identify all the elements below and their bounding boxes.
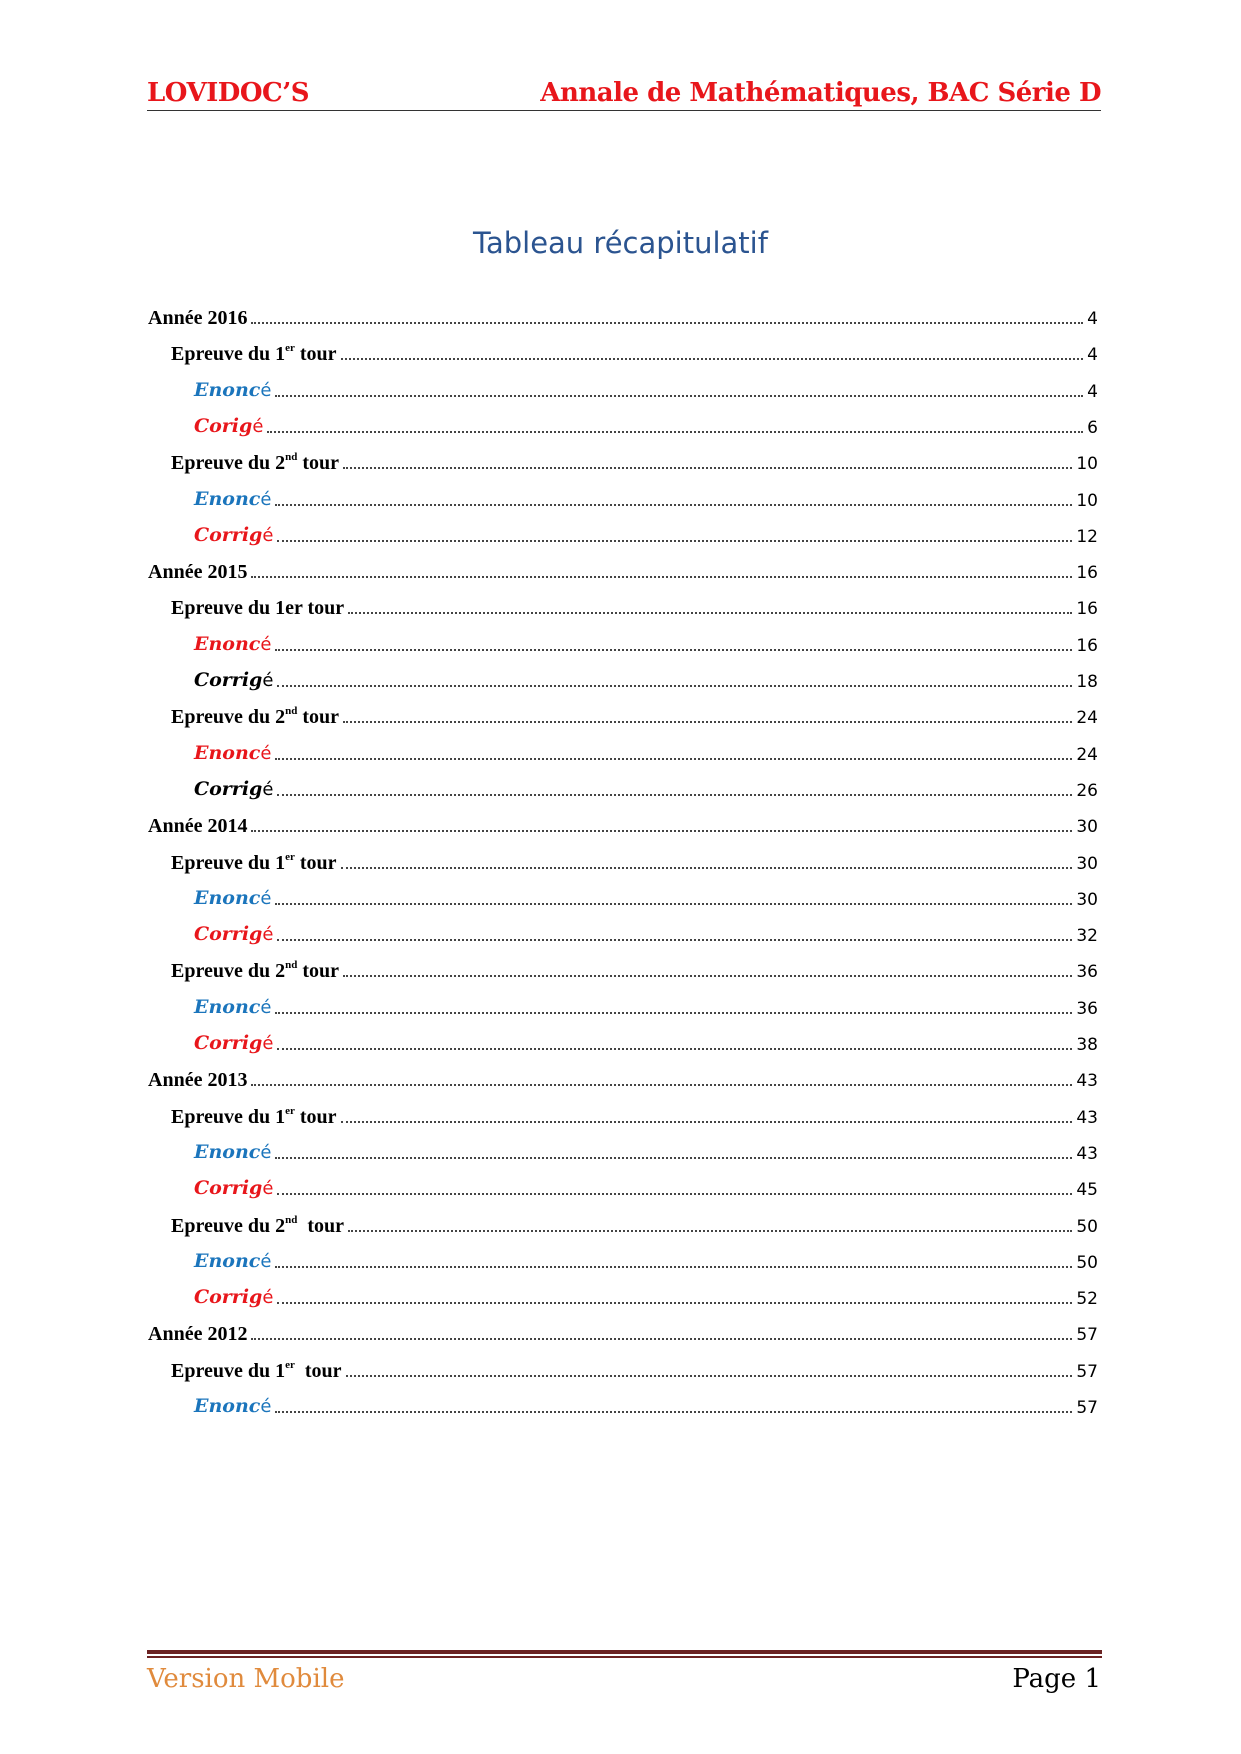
toc-entry-section[interactable] xyxy=(148,1171,1098,1201)
toc-dot-leader xyxy=(251,829,1072,832)
toc-entry-suffix: tour xyxy=(297,706,340,729)
toc-dot-leader xyxy=(343,466,1072,469)
toc-entry-text: Année 2014 xyxy=(148,815,248,838)
toc-entry-text: Epreuve du 1 xyxy=(171,1105,286,1128)
toc-entry-label xyxy=(148,851,337,875)
toc-entry-ordinal: er xyxy=(285,1358,295,1371)
footer-version: Version Mobile xyxy=(147,1664,345,1694)
toc-entry-section[interactable] xyxy=(148,663,1098,693)
toc-dot-leader xyxy=(275,757,1072,760)
toc-entry-section[interactable] xyxy=(148,518,1098,548)
toc-entry-exam[interactable] xyxy=(148,590,1098,620)
toc-dot-leader xyxy=(277,1301,1072,1304)
toc-page-number: 57 xyxy=(1076,1398,1098,1418)
toc-dot-leader xyxy=(277,1047,1072,1050)
toc-dot-leader xyxy=(277,793,1072,796)
toc-dot-leader xyxy=(277,539,1072,542)
toc-entry-label xyxy=(148,886,271,911)
toc-entry-ordinal: nd xyxy=(285,959,298,972)
toc-entry-text: Corrig xyxy=(194,1286,263,1309)
toc-entry-label xyxy=(148,632,271,657)
toc-page-number: 30 xyxy=(1076,817,1098,838)
toc-entry-label xyxy=(148,342,337,366)
toc-entry-suffix: tour xyxy=(294,1359,342,1382)
toc-entry-section[interactable] xyxy=(148,772,1098,802)
toc-entry-label xyxy=(148,1176,273,1201)
toc-entry-section[interactable] xyxy=(148,1026,1098,1056)
toc-entry-label xyxy=(148,1359,342,1383)
toc-entry-text: Epreuve du 1 xyxy=(171,851,286,874)
toc-entry-exam[interactable] xyxy=(148,336,1098,366)
toc-page-number: 52 xyxy=(1076,1289,1098,1310)
toc-entry-accent: é xyxy=(262,1033,274,1054)
toc-entry-label xyxy=(148,560,247,584)
toc-entry-text: Enonc xyxy=(194,378,261,401)
toc-page-number: 50 xyxy=(1076,1216,1098,1237)
toc-entry-exam[interactable] xyxy=(148,699,1098,729)
toc-entry-label xyxy=(148,668,273,693)
toc-entry-label xyxy=(148,705,339,729)
toc-entry-suffix: tour xyxy=(294,1105,337,1128)
toc-entry-accent: é xyxy=(260,1396,272,1417)
toc-entry-label xyxy=(148,487,271,512)
toc-page-number: 36 xyxy=(1076,998,1098,1019)
toc-dot-leader xyxy=(275,1410,1072,1413)
toc-entry-section[interactable] xyxy=(148,409,1098,439)
toc-entry-year[interactable] xyxy=(148,300,1098,330)
toc-entry-exam[interactable] xyxy=(148,1353,1098,1383)
toc-page-number: 50 xyxy=(1076,1252,1098,1273)
toc-page-number: 57 xyxy=(1076,1361,1098,1382)
toc-entry-accent: é xyxy=(262,924,274,946)
toc-entry-accent: é xyxy=(252,415,264,437)
toc-entry-ordinal: nd xyxy=(285,451,298,464)
toc-page-number: 12 xyxy=(1076,526,1098,547)
toc-entry-text: Enonc xyxy=(194,995,261,1018)
toc-entry-section[interactable] xyxy=(148,1389,1098,1419)
toc-entry-text: Corrig xyxy=(194,1032,263,1054)
toc-entry-text: Epreuve du 1 xyxy=(171,343,286,366)
toc-entry-accent: é xyxy=(260,1141,272,1163)
toc-entry-label xyxy=(148,1068,247,1092)
toc-entry-accent: é xyxy=(260,742,272,764)
toc-entry-label xyxy=(148,414,263,439)
toc-entry-accent: é xyxy=(260,379,272,401)
toc-dot-leader xyxy=(275,1011,1072,1014)
toc-entry-label xyxy=(148,777,273,802)
toc-dot-leader xyxy=(277,1192,1072,1195)
toc-entry-accent: é xyxy=(260,1250,272,1272)
toc-entry-accent: é xyxy=(262,1287,274,1309)
toc-entry-year[interactable] xyxy=(148,554,1098,584)
toc-entry-exam[interactable] xyxy=(148,1099,1098,1129)
toc-entry-suffix: tour xyxy=(294,343,337,366)
toc-entry-section[interactable] xyxy=(148,1280,1098,1310)
toc-entry-label xyxy=(148,741,271,766)
toc-page-number: 43 xyxy=(1076,1107,1098,1128)
toc-entry-label xyxy=(148,306,247,330)
toc-entry-text: Année 2012 xyxy=(148,1323,248,1346)
footer-divider-thick xyxy=(147,1650,1102,1654)
toc-entry-ordinal: er xyxy=(285,1104,295,1117)
toc-dot-leader xyxy=(348,611,1072,614)
toc-entry-section[interactable] xyxy=(148,881,1098,911)
toc-dot-leader xyxy=(275,394,1083,397)
toc-entry-section[interactable] xyxy=(148,917,1098,947)
toc-entry-text: Epreuve du 1 xyxy=(171,1359,286,1382)
page-header xyxy=(147,74,1101,111)
toc-entry-label xyxy=(148,1140,271,1165)
toc-entry-ordinal: er xyxy=(285,342,295,355)
toc-entry-label xyxy=(148,959,339,983)
header-document-title: Annale de Mathématiques, BAC Série D xyxy=(540,78,1101,108)
toc-entry-label xyxy=(148,596,344,620)
toc-entry-text: Enonc xyxy=(194,1395,261,1417)
toc-entry-section[interactable] xyxy=(148,373,1098,403)
toc-page-number: 18 xyxy=(1076,672,1098,692)
toc-entry-text: Epreuve du 2 xyxy=(171,706,286,729)
toc-dot-leader xyxy=(275,902,1072,905)
toc-page-number: 30 xyxy=(1076,889,1098,910)
toc-page-number: 4 xyxy=(1087,345,1098,366)
toc-entry-accent: é xyxy=(260,488,272,510)
toc-page-number: 38 xyxy=(1076,1035,1098,1055)
toc-entry-accent: é xyxy=(262,778,274,800)
toc-dot-leader xyxy=(341,357,1084,360)
toc-entry-text: Epreuve du 2 xyxy=(171,960,286,983)
toc-entry-suffix: tour xyxy=(294,851,337,874)
toc-entry-label xyxy=(148,922,273,947)
toc-page-number: 4 xyxy=(1087,309,1098,329)
toc-page-number: 43 xyxy=(1076,1143,1098,1164)
toc-page-number: 16 xyxy=(1076,599,1098,620)
toc-entry-ordinal: er xyxy=(285,850,295,863)
toc-entry-label xyxy=(148,1031,273,1056)
toc-dot-leader xyxy=(346,1374,1073,1377)
toc-entry-year[interactable] xyxy=(148,808,1098,838)
toc-dot-leader xyxy=(251,575,1072,578)
toc-entry-text: Corig xyxy=(194,414,253,437)
page-title: Tableau récapitulatif xyxy=(473,226,768,260)
toc-entry-text: Année 2013 xyxy=(148,1069,248,1092)
toc-dot-leader xyxy=(341,1120,1073,1123)
footer-divider-thin xyxy=(147,1656,1102,1658)
toc-entry-text: Corrig xyxy=(194,523,263,546)
toc-entry-label xyxy=(148,1105,337,1129)
toc-dot-leader xyxy=(343,974,1072,977)
toc-entry-section[interactable] xyxy=(148,736,1098,766)
toc-entry-accent: é xyxy=(260,887,272,909)
toc-entry-text: Année 2016 xyxy=(148,307,248,329)
toc-entry-section[interactable] xyxy=(148,1135,1098,1165)
toc-entry-label xyxy=(148,451,339,475)
toc-entry-text: Corrig xyxy=(194,669,263,691)
toc-page-number: 26 xyxy=(1076,780,1098,801)
toc-dot-leader xyxy=(275,503,1072,506)
toc-dot-leader xyxy=(341,866,1073,869)
toc-page-number: 36 xyxy=(1076,962,1098,983)
toc-page-number: 45 xyxy=(1076,1180,1098,1201)
toc-entry-ordinal: nd xyxy=(285,705,298,718)
toc-entry-accent: é xyxy=(260,996,272,1018)
toc-entry-text: Enonc xyxy=(194,741,261,764)
toc-dot-leader xyxy=(277,938,1072,941)
footer-page-number: Page 1 xyxy=(1012,1664,1101,1694)
toc-entry-label xyxy=(148,995,271,1020)
toc-page-number: 32 xyxy=(1076,926,1098,947)
toc-entry-label xyxy=(148,523,273,548)
toc-entry-text: Année 2015 xyxy=(148,561,248,584)
toc-entry-year[interactable] xyxy=(148,1316,1098,1346)
toc-page-number: 16 xyxy=(1076,563,1098,584)
toc-page-number: 10 xyxy=(1076,490,1098,511)
toc-entry-suffix: tour xyxy=(297,1214,345,1237)
toc-dot-leader xyxy=(251,321,1083,324)
toc-entry-exam[interactable] xyxy=(148,845,1098,875)
toc-entry-section[interactable] xyxy=(148,1244,1098,1274)
toc-dot-leader xyxy=(251,1337,1072,1340)
toc-page-number: 6 xyxy=(1087,417,1098,438)
toc-page-number: 24 xyxy=(1076,708,1098,729)
toc-entry-label xyxy=(148,378,271,403)
toc-entry-text: Epreuve du 2 xyxy=(171,452,286,475)
toc-page-number: 24 xyxy=(1076,744,1098,765)
toc-page-number: 43 xyxy=(1076,1071,1098,1092)
toc-entry-label xyxy=(148,1322,247,1346)
toc-page-number: 4 xyxy=(1087,381,1098,402)
toc-entry-year[interactable] xyxy=(148,1062,1098,1092)
toc-entry-exam[interactable] xyxy=(148,1208,1098,1238)
toc-dot-leader xyxy=(251,1083,1072,1086)
toc-page-number: 10 xyxy=(1076,454,1098,475)
toc-entry-text: Enonc xyxy=(194,487,261,510)
toc-entry-section[interactable] xyxy=(148,990,1098,1020)
toc-entry-text: Epreuve du 1er tour xyxy=(171,597,345,620)
toc-entry-text: Corrig xyxy=(194,923,263,946)
toc-entry-label xyxy=(148,814,247,838)
toc-entry-text: Corrig xyxy=(194,777,263,800)
toc-dot-leader xyxy=(275,648,1072,651)
toc-entry-accent: é xyxy=(262,1178,274,1200)
toc-page-number: 57 xyxy=(1076,1325,1098,1346)
toc-dot-leader xyxy=(343,720,1072,723)
toc-page-number: 16 xyxy=(1076,635,1098,656)
toc-entry-accent: é xyxy=(260,633,272,655)
toc-entry-label xyxy=(148,1249,271,1274)
toc-entry-text: Enonc xyxy=(194,632,261,655)
toc-entry-text: Enonc xyxy=(194,886,261,909)
toc-dot-leader xyxy=(267,430,1083,433)
toc-entry-exam[interactable] xyxy=(148,953,1098,983)
toc-entry-suffix: tour xyxy=(297,452,340,475)
toc-entry-label xyxy=(148,1394,271,1419)
toc-entry-section[interactable] xyxy=(148,482,1098,512)
toc-dot-leader xyxy=(275,1265,1072,1268)
toc-entry-ordinal: nd xyxy=(285,1213,298,1226)
toc-entry-label xyxy=(148,1285,273,1310)
header-brand: LOVIDOC’S xyxy=(147,78,310,108)
toc-entry-accent: é xyxy=(262,524,274,546)
toc-entry-text: Epreuve du 2 xyxy=(171,1214,286,1237)
page-footer xyxy=(147,1664,1101,1694)
toc-entry-text: Enonc xyxy=(194,1249,261,1272)
toc-entry-exam[interactable] xyxy=(148,445,1098,475)
toc-entry-label xyxy=(148,1214,344,1238)
toc-page-number: 30 xyxy=(1076,853,1098,874)
toc-entry-section[interactable] xyxy=(148,627,1098,657)
toc-entry-text: Corrig xyxy=(194,1177,263,1200)
toc-dot-leader xyxy=(277,684,1072,687)
toc-dot-leader xyxy=(275,1156,1072,1159)
toc-dot-leader xyxy=(348,1229,1072,1232)
toc-entry-suffix: tour xyxy=(297,960,340,983)
toc-entry-accent: é xyxy=(262,670,274,691)
toc-entry-text: Enonc xyxy=(194,1140,261,1163)
